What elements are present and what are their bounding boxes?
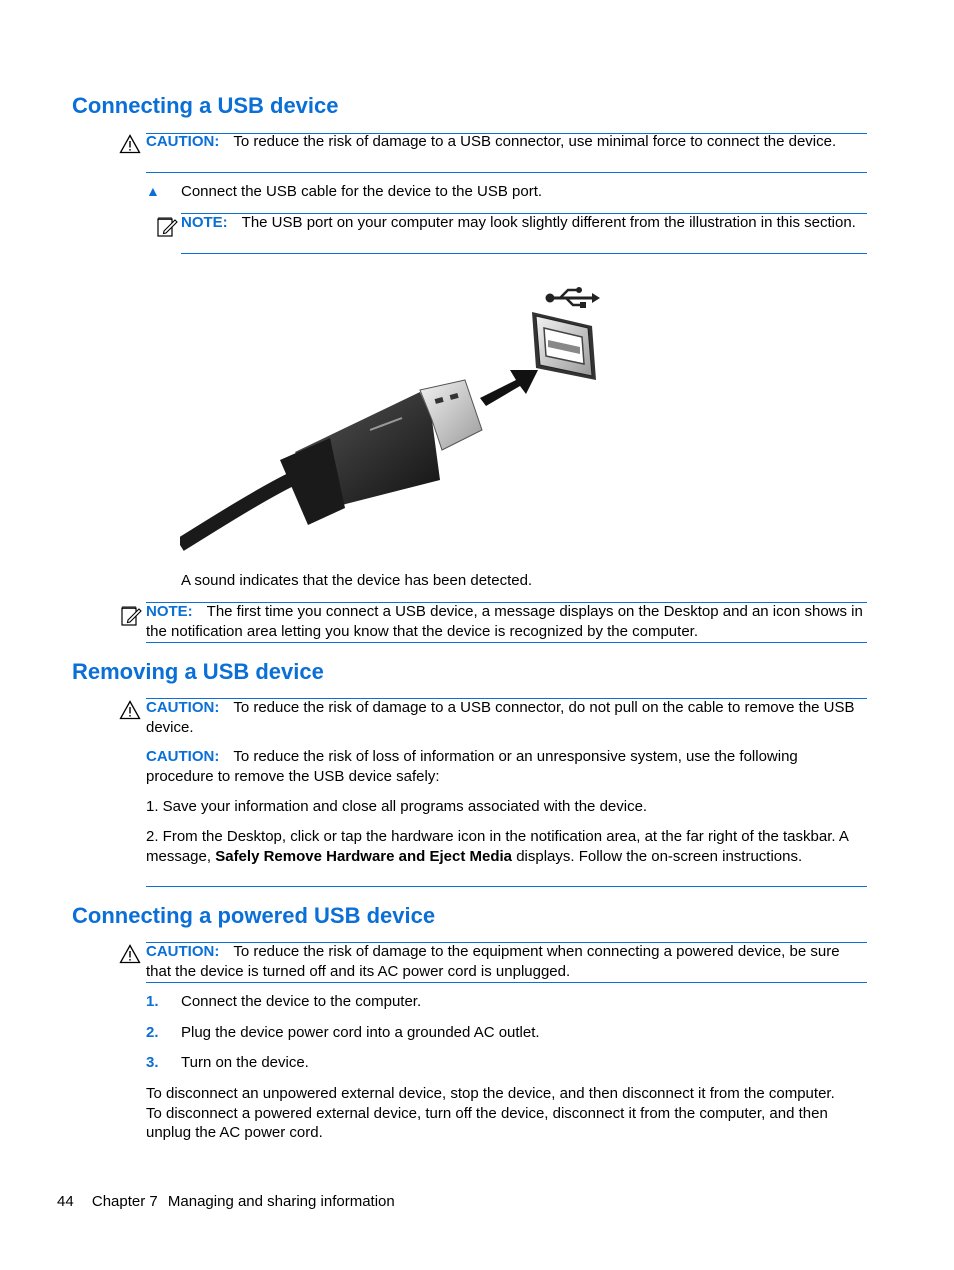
note-block (146, 602, 866, 641)
caution-block (146, 942, 866, 981)
step-text: 2. From the Desktop, click or tap the hardware icon in the notification area, at the far right of the taskbar. A message, (146, 828, 849, 865)
step-bullet-triangle: ▲ (146, 183, 160, 199)
caution-text: To reduce the risk of damage to a USB connector, use minimal force to connect the device. (233, 133, 837, 150)
usb-port-icon (532, 312, 596, 380)
divider (146, 982, 867, 983)
divider (146, 172, 867, 173)
caution-block (146, 698, 866, 737)
step-bold-text: Safely Remove Hardware and Eject Media (215, 847, 513, 865)
chapter-number: Chapter 7 (91, 1193, 158, 1210)
step-text: displays. Follow the on-screen instructions. (516, 847, 803, 865)
note-text: The USB port on your computer may look slightly different from the illustration in this section. (241, 214, 856, 231)
caution-label: CAUTION: (146, 699, 220, 716)
usb-connection-illustration (180, 280, 610, 560)
procedure-step-2 (146, 827, 866, 866)
note-label: NOTE: (146, 603, 193, 620)
page-footer (57, 1192, 395, 1212)
note-icon (119, 603, 143, 627)
heading-connecting-powered-usb: Connecting a powered USB device (72, 903, 436, 928)
caution-text: To reduce the risk of damage to a USB connector, do not pull on the cable to remove the USB device. (146, 699, 855, 736)
usb-plug-icon (180, 380, 482, 545)
step-text: Turn on the device. (181, 1054, 309, 1071)
divider (181, 253, 867, 254)
heading-connecting-usb: Connecting a USB device (72, 93, 339, 118)
note-text: The first time you connect a USB device, a message displays on the Desktop and an icon shows in the notification area letting you know that the device is recognized by the computer. (146, 603, 863, 640)
step-number: 1. (146, 993, 159, 1010)
usb-symbol-icon (546, 287, 601, 308)
note-icon (155, 214, 179, 238)
divider (146, 642, 867, 643)
caution-icon (119, 700, 141, 720)
caution-icon (119, 944, 141, 964)
heading-removing-usb: Removing a USB device (72, 659, 324, 684)
caution-text: To reduce the risk of loss of information or an unresponsive system, use the following procedure to remove the USB device safely: (146, 748, 798, 785)
caution-label: CAUTION: (146, 133, 220, 150)
step-number: 2. (146, 1024, 159, 1041)
step-number: 3. (146, 1054, 159, 1071)
procedure-step-1: 1. Save your information and close all programs associated with the device. (146, 798, 648, 815)
page-number: 44 (57, 1193, 74, 1210)
step-text: Plug the device power cord into a grounded AC outlet. (181, 1024, 540, 1041)
caution-text: To reduce the risk of damage to the equipment when connecting a powered device, be sure that the device is turned off and its AC power cord is unplugged. (146, 943, 840, 980)
note-label: NOTE: (181, 214, 228, 231)
caution-label: CAUTION: (146, 943, 220, 960)
divider (146, 886, 867, 887)
after-image-text: A sound indicates that the device has been detected. (181, 572, 533, 589)
insert-arrow-icon (480, 370, 538, 406)
caution-icon (119, 134, 141, 154)
note-block (181, 213, 866, 233)
caution-label: CAUTION: (146, 748, 220, 765)
caution-block (146, 132, 866, 152)
chapter-title: Managing and sharing information (167, 1193, 395, 1210)
step-text: Connect the device to the computer. (181, 993, 422, 1010)
step-text: Connect the USB cable for the device to the USB port. (181, 183, 543, 200)
caution-block (146, 747, 866, 786)
closing-paragraph: To disconnect an unpowered external device, stop the device, and then disconnect it from the computer. To disconnect a powered external device, turn off the device, disconnect it from the computer, and then unplug the AC power cord. (146, 1085, 835, 1141)
